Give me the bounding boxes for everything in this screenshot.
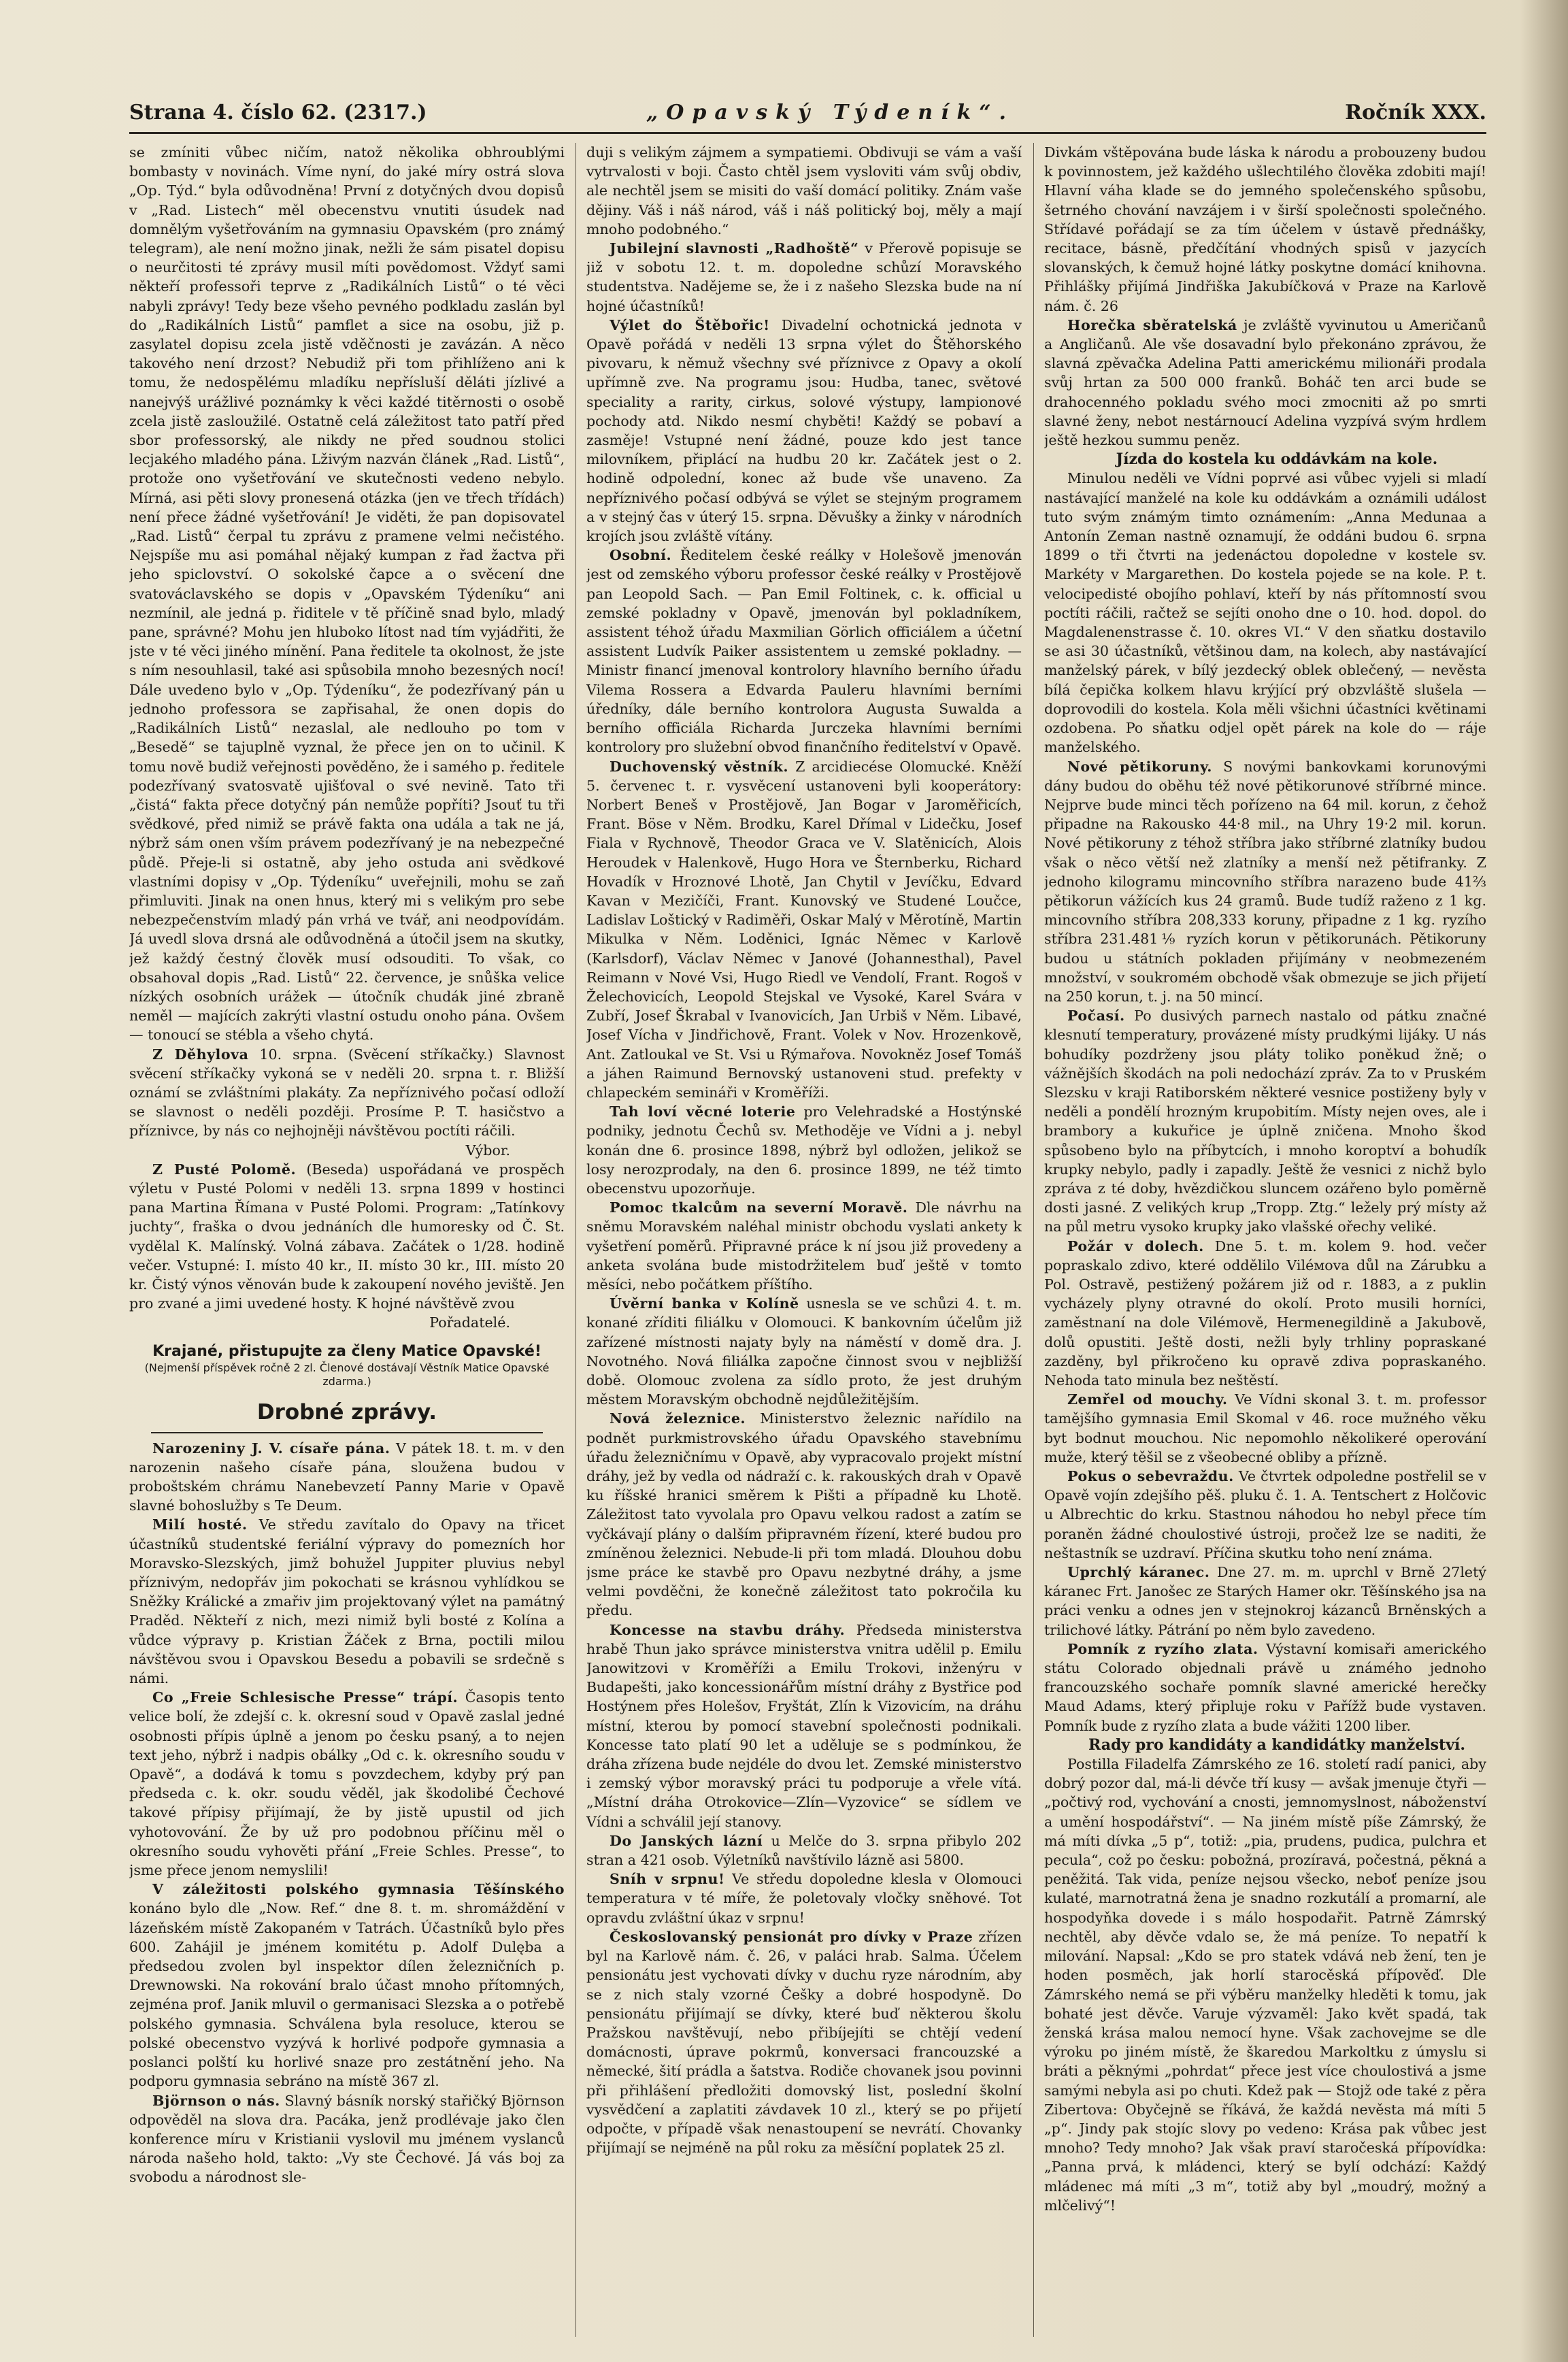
article-heading: Do Janských lázní bbox=[610, 1832, 763, 1849]
article-heading: Počasí. bbox=[1067, 1008, 1125, 1025]
article-text: Slavný básník norský stařičký Björnson odpověděl na slova dra. Pacáka, jenž prodlévaje jako člen konference míru v Kristianii vyslovil mu jménem vyslanců národa našeho hold, takto: „Vy ste Čechové. Já vás boj za svobodu a národnost sle- bbox=[129, 2092, 565, 2186]
article-heading: Jízda do kostela ku oddávkám na kole. bbox=[1116, 450, 1438, 469]
article-heading: Osobní. bbox=[610, 547, 672, 564]
article-paragraph bbox=[586, 1102, 1022, 1198]
appeal-headline: Krajané, přistupujte za členy Matice Opavské! bbox=[152, 1342, 541, 1360]
article-text: Divkám vštěpována bude láska k národu a probouzeny budou k povinnostem, jež každého ušlechtilého člověka zdobiti mají! Hlavní váha klade se do jemného společenského spůsobu, šetrného chování navzájem i v širší společnosti společného. Střídavé pořádají se za tím účelem v ústavě přednášky, recitace, básně, předčítání vhodných spisů v jazycích slovanských, k čemuž hojné látky poskytne domácí knihovna. Přihlášky přijímá Jindřiška Jakubíčková v Praze na Karlově nám. č. 26 bbox=[1044, 144, 1486, 314]
article-paragraph bbox=[586, 1869, 1022, 1927]
article-heading: V záležitosti polského gymnasia Těšínského bbox=[152, 1881, 565, 1898]
article-heading: Nová železnice. bbox=[610, 1410, 746, 1427]
article-text: 10. srpna. (Svěcení stříkačky.) Slavnost svěcení stříkačky vykoná se v neděli 20. srpna t. r. Bližší oznámí se zvláštními plakáty. Za nepříznivého počasí odloží se slavnost o neděli později. Prosíme P. T. hasičstvo a příznivce, by nás co nejhojněji návštěvou poctíti ráčili. bbox=[129, 1046, 565, 1140]
section-title: Drobné zprávy. bbox=[256, 1399, 437, 1425]
column-rule-2 bbox=[1033, 143, 1034, 2337]
article-text: Předseda ministerstva hrabě Thun jako správce ministerstva vnitra udělil p. Emilu Janowitzovi v Kroměříži a Emilu Trokovi, inženýru v Budapešti, jako koncessionářům místní dráhy z Bystřice pod Hostýnem přes Holešov, Fryštát, Zlín k Vizovicím, na dráhu místní, kterou by pomocí stavební společnosti podnikali. Koncesse tato platí 90 let a uděluje se s podmínkou, že dráha zřízena bude nejdéle do dvou let. Zemské ministerstvo i zemský výbor moravský práci tu podporuje a vřele vítá. „Místní dráha Otrokovice—Zlín—Vyzovice“ se sídlem ve Vídni a schválil její stanovy. bbox=[586, 1621, 1022, 1830]
article-heading: Koncesse na stavbu dráhy. bbox=[610, 1621, 846, 1638]
article-paragraph bbox=[129, 1045, 565, 1141]
column-3 bbox=[1044, 143, 1486, 2340]
article-paragraph bbox=[586, 1927, 1022, 2157]
column-2 bbox=[586, 143, 1022, 2340]
article-heading: Pomoc tkalcům na severní Moravě. bbox=[610, 1199, 908, 1216]
article-text: Z arcidiecése Olomucké. Kněží 5. červenec t. r. vysvěcení ustanoveni byli kooperátory: Norbert Beneš v Prostějově, Jan Bogar v Jaroměřicích, Frant. Böse v Něm. Brodku, Karel Dřímal v Lidečku, Josef Fiala v Rychnově, Theodor Graca ve V. Slatěnicích, Alois Heroudek v Halenkově, Hugo Hora ve Šternberku, Richard Hovadík v Hroznové Lhotě, Jan Chytil v Jevíčku, Edvard Kavan v Mezičíči, Frant. Kunovský ve Studené Loučce, Ladislav Loštický v Radiměři, Oskar Malý v Měrotíně, Martin Mikulka v Něm. Loděnici, Ignác Němec v Karlově (Karlsdorf), Václav Němec v Janové (Johannesthal), Pavel Reimann v Nové Vsi, Hugo Riedl ve Vendolí, Frant. Rogoš v Želechovicích, Leopold Stejskal ve Vysoké, Karel Svára v Zubří, Josef Škrabal v Ivanovicích, Jan Urbiš v Něm. Libavé, Josef Vícha v Jindřichově, Frant. Volek v Nov. Hrozenkově, Ant. Zatloukal ve St. Vsi u Rýmařova. Novokněz Josef Tomáš a jáhen Raimund Bernovský ustanoveni stud. prefekty v chlapeckém semináři v Kroměříži. bbox=[586, 758, 1022, 1101]
article-paragraph bbox=[129, 1688, 565, 1880]
article-paragraph bbox=[129, 1160, 565, 1314]
article-text: S novými bankovkami korunovými dány budou do oběhu též nové pětikorunové stříbrné mince. Nejprve bude minci těch pořízeno na 64 mil. korun, z čehož připadne na Rakousko 44·8 mil., na Uhry 19·2 mil. korun. Nové pětikoruny z téhož stříbra jako stříbrné zlatníky budou však o něco větší než zlatníky a menší než pětifranky. Z jednoho kilogramu mincovního stříbra narazeno bude 41⅔ pětikorun vážících kus 24 gramů. Bude tudíž raženo z 1 kg. mincovního stříbra 208,333 koruny, připadne z 1 kg. ryzího stříbra 231.481⅑ ryzích korun v pětikorunách. Pětikoruny budou u státních pokladen přijímány v neobmezeném množství, v soukromém obchodě však obmezuje se jich přijetí na 250 korun, t. j. na 50 mincí. bbox=[1044, 758, 1486, 1005]
article-text: Výstavní komisaři amerického státu Colorado objednali právě u známého jednoho francouzského sochaře pomník slavné americké herečky Maud Adams, který připluje roku v Pařížž bude vystaven. Pomník bude z ryzího zlata a bude vážiti 1200 liber. bbox=[1044, 1640, 1486, 1734]
section-rule bbox=[151, 1432, 543, 1433]
article-paragraph bbox=[129, 1439, 565, 1516]
article-text: v Přerově popisuje se již v sobotu 12. t. m. dopoledne schůzí Moravského studentstva. Nadějeme se, že i z našeho Slezska bude na ní hojné účastníků! bbox=[586, 240, 1022, 314]
article-text: zřízen byl na Karlově nám. č. 26, v paláci hrab. Salma. Účelem pensionátu jest vychovati dívky v duchu ryze národním, aby se z nich staly vzorné Češky a dobré hospodyně. Do pensionátu přijímají se dívky, které buď některou školu Pražskou navštěvují, nebo přibíjejíti se chtějí vedení domácnosti, úprave pokrmů, konversaci francouzské a německé, šití prádla a šatstva. Rodiče chovanek jsou povinni při přihlášení předložiti domovský list, poslední školní vysvědčení a zaplatiti závdavek 10 zl., který se po přijetí odpočte, v případě však nenastoupení se nevrátí. Chovanky přijímají se nejméně na půl roku za měsíční poplatek 25 zl. bbox=[586, 1928, 1022, 2157]
article-paragraph bbox=[129, 1515, 565, 1688]
article-heading: Nové pětikoruny. bbox=[1067, 758, 1212, 775]
article-paragraph bbox=[586, 1294, 1022, 1409]
article-heading: Sníh v srpnu! bbox=[610, 1871, 725, 1888]
article-text: u Melče do 3. srpna přibylo 202 stran a 421 osob. Výletníků navštívilo lázně asi 5800. bbox=[586, 1832, 1022, 1869]
column-1 bbox=[129, 143, 565, 2340]
article-heading: Duchovenský věstník. bbox=[610, 758, 789, 775]
article-heading: Požár v dolech. bbox=[1067, 1237, 1204, 1254]
matice-appeal bbox=[129, 1342, 565, 1388]
signature: Výbor. bbox=[465, 1142, 510, 1159]
article-paragraph bbox=[1044, 1640, 1486, 1735]
article-paragraph bbox=[586, 239, 1022, 316]
page-edge-shadow bbox=[1520, 0, 1568, 2362]
article-heading: Rady pro kandidáty a kandidátky manželství. bbox=[1088, 1735, 1465, 1754]
article-heading: Uprchlý káranec. bbox=[1067, 1564, 1210, 1581]
article-paragraph bbox=[1044, 1390, 1486, 1467]
article-heading: Jubilejní slavnosti „Radhoště“ bbox=[610, 240, 859, 257]
article-heading: Z Děhylova bbox=[152, 1046, 249, 1063]
article-paragraph bbox=[129, 1880, 565, 2091]
page-header bbox=[129, 101, 1486, 134]
article-heading: Zemřel od mouchy. bbox=[1067, 1391, 1228, 1408]
article-text: usnesla se ve schůzi 4. t. m. konané zříditi filiálku v Olomouci. K bankovním účelům již zařízené místnosti najaty byly na náměstí v domě dra. J. Novotného. Nová filiálka započne činnost svou v nejbližší době. Olomouc zvolena za sídlo proto, že jest druhým městem Moravským obchodně nejdůležitějším. bbox=[586, 1295, 1022, 1408]
article-text: Dle návrhu na sněmu Moravském naléhal ministr obchodu vyslati ankety k vyšetření poměrů. Připravné práce k ní jsou již provedeny a anketa svolána bude mistodržitelem buď ještě v tomto měsíci, nebo počátkem příštího. bbox=[586, 1199, 1022, 1293]
article-text: (Beseda) uspořádaná ve prospěch výletu v Pusté Polomi v neděli 13. srpna 1899 v hostinci pana Martina Římana v Pusté Polomi. Program: „Tatínkovy juchty“, fraška o dvou jednáních dle humoresky od Č. St. vydělal K. Malínský. Volná zábava. Začátek o 1/28. hodině večer. Vstupné: I. místo 40 kr., II. místo 30 kr., III. místo 20 kr. Čistý výnos věnován bude k zakoupení nového jeviště. Jen pro zvané a jimi uvedené hosty. K hojné návštěvě zvou bbox=[129, 1161, 565, 1312]
article-heading: Výlet do Štěbořic! bbox=[610, 316, 770, 333]
article-paragraph bbox=[1044, 1467, 1486, 1563]
article-text: V pátek 18. t. m. v den narozenin našeho císaře pána, sloužena budou v proboštském chrámu Nanebevzetí Panny Marie v Opavě slavné bohoslužby s Te Deum. bbox=[129, 1440, 565, 1514]
article-paragraph bbox=[586, 1831, 1022, 1869]
article-text: Divadelní ochotnická jednota v Opavě pořádá v neděli 13 srpna výlet do Štěhorského pivovaru, k němuž všechny své příznivce z Opavy a okolí upřímně zve. Na programu jsou: Hudba, tanec, světové speciality a rarity, cirkus, solové výstupy, lampionové pochody atd. Nikdo nesmí chyběti! Každý se pobaví a zasměje! Vstupné není žádné, pouze kdo jest tance milovníkem, připlácí na hudbu 20 kr. Začátek jest o 2. hodině odpolední, konec až bude vše unaveno. Za nepříznivého počasí odbývá se výlet se stejným programem a v stejný čas v úterý 15. srpna. Děvušky a žinky v národních krojích jsou zvláště vítány. bbox=[586, 316, 1022, 545]
article-paragraph bbox=[586, 546, 1022, 756]
article-paragraph bbox=[1044, 1237, 1486, 1391]
article-heading: Z Pusté Polomě. bbox=[152, 1161, 297, 1178]
article-heading: Tah loví věcné loterie bbox=[610, 1103, 796, 1120]
masthead-title: „Opavský Týdeník“. bbox=[646, 101, 1015, 124]
article-paragraph bbox=[586, 757, 1022, 1103]
appeal-note: (Nejmenší příspěvek ročně 2 zl. Členové dostávají Věstník Matice Opavské zdarma.) bbox=[144, 1361, 550, 1388]
article-heading: Björnson o nás. bbox=[152, 2092, 280, 2109]
article-paragraph bbox=[586, 1198, 1022, 1294]
article-text: duji s velikým zájmem a sympatiemi. Obdivuji se vám a vaší vytrvalosti v boji. Často chtěl jsem vysloviti vám svůj obdiv, ale nechtěl jsem se misiti do vaší domácí politiky. Znám vaše dějiny. Váš i náš národ, váš i náš politický boj, měly a mají mnoho podobného.“ bbox=[586, 144, 1022, 237]
article-text: Ředitelem české reálky v Holešově jmenován jest od zemského výboru professor české reálky v Prostějově pan Leopold Sach. — Pan Emil Foltinek, c. k. official u zemské pokladny v Opavě, jmenován byl pokladníkem, assistent téhož úřadu Maxmilian Görlich officiálem a účetní assistent Ludvík Paiker assistentem u zemské pokladny. — Ministr financí jmenoval kontrolory hlavního berního úřadu Vilema Rossera a Edvarda Pauleru hlavními berními úředníky, dále berního kontrolora Augusta Suwalda a berního officiála Richarda Jurczeka hlavními berními kontrolory pro služební obvod finančního ředitelství v Opavě. bbox=[586, 547, 1022, 756]
article-text: Ve Vídni skonal 3. t. m. professor tamějšího gymnasia Emil Skomal v 46. roce mužného věku byt bodnut mouchou. Nic nepomohlo několikeré operování muže, který těšil se z všeobecné obliby a přízně. bbox=[1044, 1391, 1486, 1465]
article-text: Minulou neděli ve Vídni poprvé asi vůbec vyjeli si mladí nastávající manželé na kole ku oddávkám a oznámili událost tuto svým známým timto oznámením: „Anna Medunaa a Antonín Zeman nastně oznamují, že oddáni budou 6. srpna 1899 o tři čtvrti na jedenáctou dopoledne v kostele sv. Markéty v Margarethen. Do kostela pojede se na kole. P. t. velocipedisté obojího pohlaví, kteří by nás přítomností svou poctíti ráčili, račtež se sejíti onoho dne o 10. hod. dopol. do Magdalenenstrasse č. 10. okres VI.“ V den sňatku dostavilo se asi 30 účastníků, většinou dam, na kolech, aby nastávající manželský párek, v bílý jezdecký oblek oblečený, — nevěsta bílá čepička kolkem hlavu krýjící prý obzvláště slušela — doprovodili do kostela. Kola měli všichni účastníci květinami ozdobena. Po sňatku odjel opět párek na kole do — ráje manželského. bbox=[1044, 470, 1486, 756]
article-text: Ve čtvrtek odpoledne postřelil se v Opavě vojín zdejšího pěš. pluku č. 1. A. Tentschert z Holčovic u Albrechtic do krku. Stastnou náhodou ho nebyl přece tím poraněn žádné choulostivé ústroji, pročež lze se naditi, že neštastník se uzdraví. Příčina skutku toho není známa. bbox=[1044, 1468, 1486, 1561]
article-paragraph bbox=[1044, 316, 1486, 450]
page-number: Strana 4. číslo 62. (2317.) bbox=[129, 101, 427, 124]
article-heading: Narozeniny J. V. císaře pána. bbox=[152, 1440, 390, 1457]
article-heading: Pokus o sebevraždu. bbox=[1067, 1468, 1234, 1485]
article-text: pro Velehradské a Hostýnské podniky, jednotu Čechů sv. Methoděje ve Vídni a j. nebyl konán dne 6. prosince 1898, nýbrž byl odložen, jelikož se losy nerozprodaly, na den 6. prosince 1899, ne též timto obecenstvu upozorňuje. bbox=[586, 1103, 1022, 1197]
article-heading: Českoslovanský pensionát pro dívky v Praze bbox=[610, 1928, 973, 1945]
article-paragraph bbox=[1044, 1563, 1486, 1640]
article-text: Postilla Filadelfa Zámrského ze 16. století radí panici, aby dobrý pozor dal, má-li dévče tří kusy — avšak jmenuje čtyři — „počtivý rod, vychování a cnosti, jemnomyslnost, náboženství a umění hospodářství“. — Na jiném místě píše Zámrský, že má míti dívka „5 p“, totiž: „pia, prudens, pudica, pulchra et pecula“, což po česku: pobožná, prozíravá, počestná, pěkná a peněžitá. Tak vida, peníze nejsou všecko, neboť peníze jsou kulaté, marnotratná žena je snadno rozkutálí a promarní, ale hospodyňka dovede i s málo hospodařit. Patrně Zámrský nechtěl, aby děvče vdalo se, že má peníze. To nepatří k milování. Napsal: „Kdo se pro statek vdává neb žení, ten je hoden posměch, jak horlí starocěská přípověď. Dle Zámrského nemá se při výběru manželky hleděti k tomu, jak bohaté jest děvče. Varuje výzvaměl: Jako květ spadá, tak ženská krása malou nemocí hyne. Však zachovejme se dle výroku po jiném místě, že škaredou Markoltku z úmyslu si bráti a pěknými „pohrdat“ přece jest více choulostivá a jsme samými nebyla asi po chuti. Kdež pak — Stojž ode také z pěra Zibertova: Obyčejně se říkává, že každá nevěsta má míti 5 „p“. Jindy pak stojíc slovy po vedeno: Krása pak vůbec jest mnoho? Tedy mnoho? Jak však praví staročeská přípovídka: „Panna prvá, k mládenci, který se bylí odchází: Každý mládenec má míti „3 m“, totiž aby byl „moudrý, možný a mlčelivý“! bbox=[1044, 1756, 1486, 2214]
article-heading: Milí hosté. bbox=[152, 1516, 248, 1533]
article-paragraph bbox=[129, 2091, 565, 2187]
article-heading: Úvěrní banka v Kolíně bbox=[610, 1295, 799, 1312]
article-paragraph bbox=[1044, 757, 1486, 1007]
article-text: Ministerstvo železnic nařídilo na podnět purkmistrovského úřadu Opavského stavebnímu úřadu železničnímu v Opavě, aby vypracovalo projekt místní dráhy, jež by vedla od nádraží c. k. rakouských drah v Opavě ku říšské hranici směrem k Pišti a případně ku Lhotě. Záležitost tato vyvolala pro Opavu velkou radost a zatím se vyčkávají plány o dalším připravném řízení, které budou pro zmíněnou železnici. Nebude-li při tom mladá. Dlouhou dobu jsme práce ke stavbě pro Opavu nezbytné dráhy, a jsme velmi povděčni, že konečně záležitost tato pokročila ku předu. bbox=[586, 1410, 1022, 1619]
article-text: Po dusivých parnech nastalo od pátku značné klesnutí temperatury, provázené místy prudkými lijáky. U nás bohudíky pozdrženy jsou pláty toliko poněkud žně; o vážnějších škodách na poli nedochází zpráv. Za to v Pruském Slezsku v kraji Ratiborském některé vesnice postiženy byly v neděli a pondělí hrozným krupobitím. Místy nejen oves, ale i brambory a kukuřice je úplně zničena. Mnoho škod spůsobeno bylo na příbytcích, i mnoho koroptví a bohudík krupky nebylo, padly i zapadly. Ještě že vesnici z nichž bylo zpráva z té doby, hvězdičkou sluncem ozářeno bylo poměrně dosti jasné. Z velikých krup „Tropp. Ztg.“ ležely prý místy až na půl metru vysoko krupky jako vlašské ořechy veliké. bbox=[1044, 1008, 1486, 1235]
article-heading: Pomník z ryzího zlata. bbox=[1067, 1640, 1258, 1657]
article-heading: Horečka sběratelská bbox=[1067, 316, 1237, 333]
article-heading: Co „Freie Schlesische Presse“ trápí. bbox=[152, 1689, 458, 1706]
signature: Pořadatelé. bbox=[429, 1314, 510, 1331]
article-text: konáno bylo dle „Now. Ref.“ dne 8. t. m. shromáždění v lázeňském místě Zakopaném v Tatrách. Účastníků bylo přes 600. Zahájil je jménem komitétu p. Adolf Dulęba a předsedou zvolen byl inspektor dílen železničních p. Drewnowski. Na rokování bralo účast mnoho přítomných, zejména prof. Janik mluvil o germanisaci Slezska a o potřebě polského gymnasia. Schválena byla resoluce, kterou se polské obecenstvo vyzývá k horlivé podpoře gymnasia a poslanci polští ku horlivé snaze pro zestátnění jeho. Na podporu gymnasia sebráno na místě 367 zl. bbox=[129, 1900, 565, 2090]
article-paragraph bbox=[586, 1620, 1022, 1831]
volume-label: Ročník XXX. bbox=[1345, 101, 1486, 124]
article-text: Ve středu zavítalo do Opavy na třicet účastníků studentské feriální výpravy do pomezních hor Moravsko-Slezských, jimž bohužel Juppiter pluvius nebyl příznivým, nedopřáv jim pokochati se krásnou vyhlídkou se Sněžky Králické a zmařiv jim projektovaný výlet na památný Praděd. Někteří z nich, mezi nimiž byli bosté z Kolína a vůdce výpravy p. Kristian Žáček z Brna, poctili milou návštěvou svou i Opavskou Besedu a pobavili se srdečně s námi. bbox=[129, 1516, 565, 1687]
article-text: Časopis tento velice bolí, že zdejší c. k. okresní soud v Opavě zaslal jedné osobnosti přípis úplně a jenom po česku psaný, a to nejen text jeho, nýbrž i nadpis obálky „Od c. k. okresního soudu v Opavě“, a dodává k tomu s povzdechem, kdyby prý pan předseda c. k. okr. soudu věděl, jak škodolibé Čechové takové přípisy přijímají, že by jistě upustil od jich vyhotovování. Že by už pro podobnou příčinu měl o okresního soudu vyhověti přání „Freie Schles. Presse“, to jsme přece jenom nemyslili! bbox=[129, 1689, 565, 1879]
article-text: se zmíniti vůbec ničím, natož několika obhroublými bombasty v novinách. Víme nyní, do jaké míry ostrá slova „Op. Týd.“ byla odůvodněna! První z dotyčných dvou dopisů v „Rad. Listech“ měl obecenstvu vnutiti úsudek nad domnělým vyšetřováním na gymnasiu Opavském (pro známý telegram), ale není možno jinak, nežli že sám pisatel dopisu o neurčitosti té zprávy musil míti povědomost. Vždyť sami někteří professoři teprve z „Radikálních Listů“ o té věci nabyli zprávy! Tedy beze všeho pevného podkladu zaslán byl do „Radikálních Listů“ pamflet a sice na osobu, již p. zasylatel dopisu zcela jistě vděčnosti je zavázán. A něco takového není drzost? Nebudiž při tom přihlíženo ani k tomu, že nedospělému mladíku nepřísluší děláti jízlivé a nanejvýš urážlivé poznámky k věci každé titěrnosti o osobě zcela jistě zasloužilé. Ostatně celá záležitost tato patří před sbor professorský, ale nikdy ne před soudnou stolici lecjakého mladého pána. Lživým nazván článek „Rad. Listů“, protože ono vyšetřování ve skutečnosti vedeno nebylo. Mírná, asi pěti slovy pronesená otázka (jen ve třech třídách) není přece žádné vyšetřování! Je viděti, že pan dopisovatel „Rad. Listů“ čerpal tu zprávu z pramene velmi nečistého. Nejspíše mu asi pomáhal nějaký kumpan z řad žactva při jeho spiclovství. O sokolské čapce a o svěcení dne svatováclavského se dopis v „Opavském Týdeníku“ ani nezmínil, ale jedná p. řiditele v tě příčině snad bylo, mladý pane, správné? Mohu jen hluboko lítost nad tím vyjádřiti, že jste v té věci jiného mínění. Pana ředitele ta okolnost, že jste s ním nesouhlasil, také asi spůsobila mnoho bezesných nocí! Dále uvedeno bylo v „Op. Týdeníku“, že podezřívaný pán u jednoho professora se zapřisahal, že onen dopis do „Radikálních Listů“ nezaslal, ale nedlouho po tom v „Besedě“ se tajuplně vyznal, že přece jen on to učinil. K tomu nově budiž veřejnosti pověděno, že i samého p. ředitele podezřívaný svatosvatě ujišťoval o své nevině. Tato tři „čistá“ fakta přece dotyčný pán nemůže popříti? Jsouť tu tři svědkové, před nimiž se právě fakta ona udála a tak ne já, nýbrž sám onen vším právem podezřívaný je na nebezpečné půdě. Přeje-li si ostatně, aby jeho ostuda ani svědkové vlastními dopisy v „Op. Týdeníku“ uveřejnili, mohu se zaň přimluviti. Jinak na onen hnus, který mi s velikým pro sebe nebezpečenstvím mladý pán vrhá ve tvář, ani neodpovídám. Já uvedl slova drsná ale odůvodněná a útočil jsem na skutky, jež každý čestný člověk musí odsouditi. To však, co obsahoval dopis „Rad. Listů“ 22. července, je snůška velice nízkých osobních urážek — útočník chudák jiné zbraně neměl — majících zakrýti vlastní ostudu onoho pána. Ovšem — tonoucí se stébla a všeho chytá. bbox=[129, 144, 565, 1044]
article-text: Dne 5. t. m. kolem 9. hod. večer popraskalo zdivo, které oddělilo Viléмova důl na Zárubku a Pol. Ostravě, pestižený požárem již od r. 1883, a z puklin vycházely plyny otravné do okolí. Proto musili horníci, zaměstnaní na dole Vilémově, Hermenegildině a Jakubově, dolů opustiti. Ještě dosti, nežli byly trhliny popraskané zazděny, byl přikročeno ku opravě zdiva popraskaného. Nehoda tato minula bez neštěstí. bbox=[1044, 1237, 1486, 1388]
article-paragraph bbox=[1044, 1006, 1486, 1236]
article-text: je zvláště vyvinutou u Američanů a Angličanů. Ale vše dosavadní bylo překonáno zprávou, že slavná zpěvačka Adelina Patti americkému milionáři prodala svůj hrtan za 500 000 franků. Boháč ten arci bude se drahocenného pokladu svého moci zmocniti až po smrti slavné ženy, nebot nestárnoucí Adelina vyzpívá svým hrdlem ještě hezkou summu peněz. bbox=[1044, 316, 1486, 449]
article-text: Ve středu dopoledne klesla v Olomouci temperatura v té míře, že poletovaly vločky sněhové. Tot opravdu zvláštní úkaz v srpnu! bbox=[586, 1871, 1022, 1926]
article-paragraph bbox=[586, 316, 1022, 546]
article-paragraph bbox=[586, 1409, 1022, 1620]
article-text: Dne 27. m. m. uprchl v Brně 27letý káranec Frt. Janošec ze Starých Hamer okr. Těšínského jsa na práci venku a odnes jen v stejnokroj kázanců Brněnských a trilichové látky. Pátrání po něm bylo zavedeno. bbox=[1044, 1564, 1486, 1638]
